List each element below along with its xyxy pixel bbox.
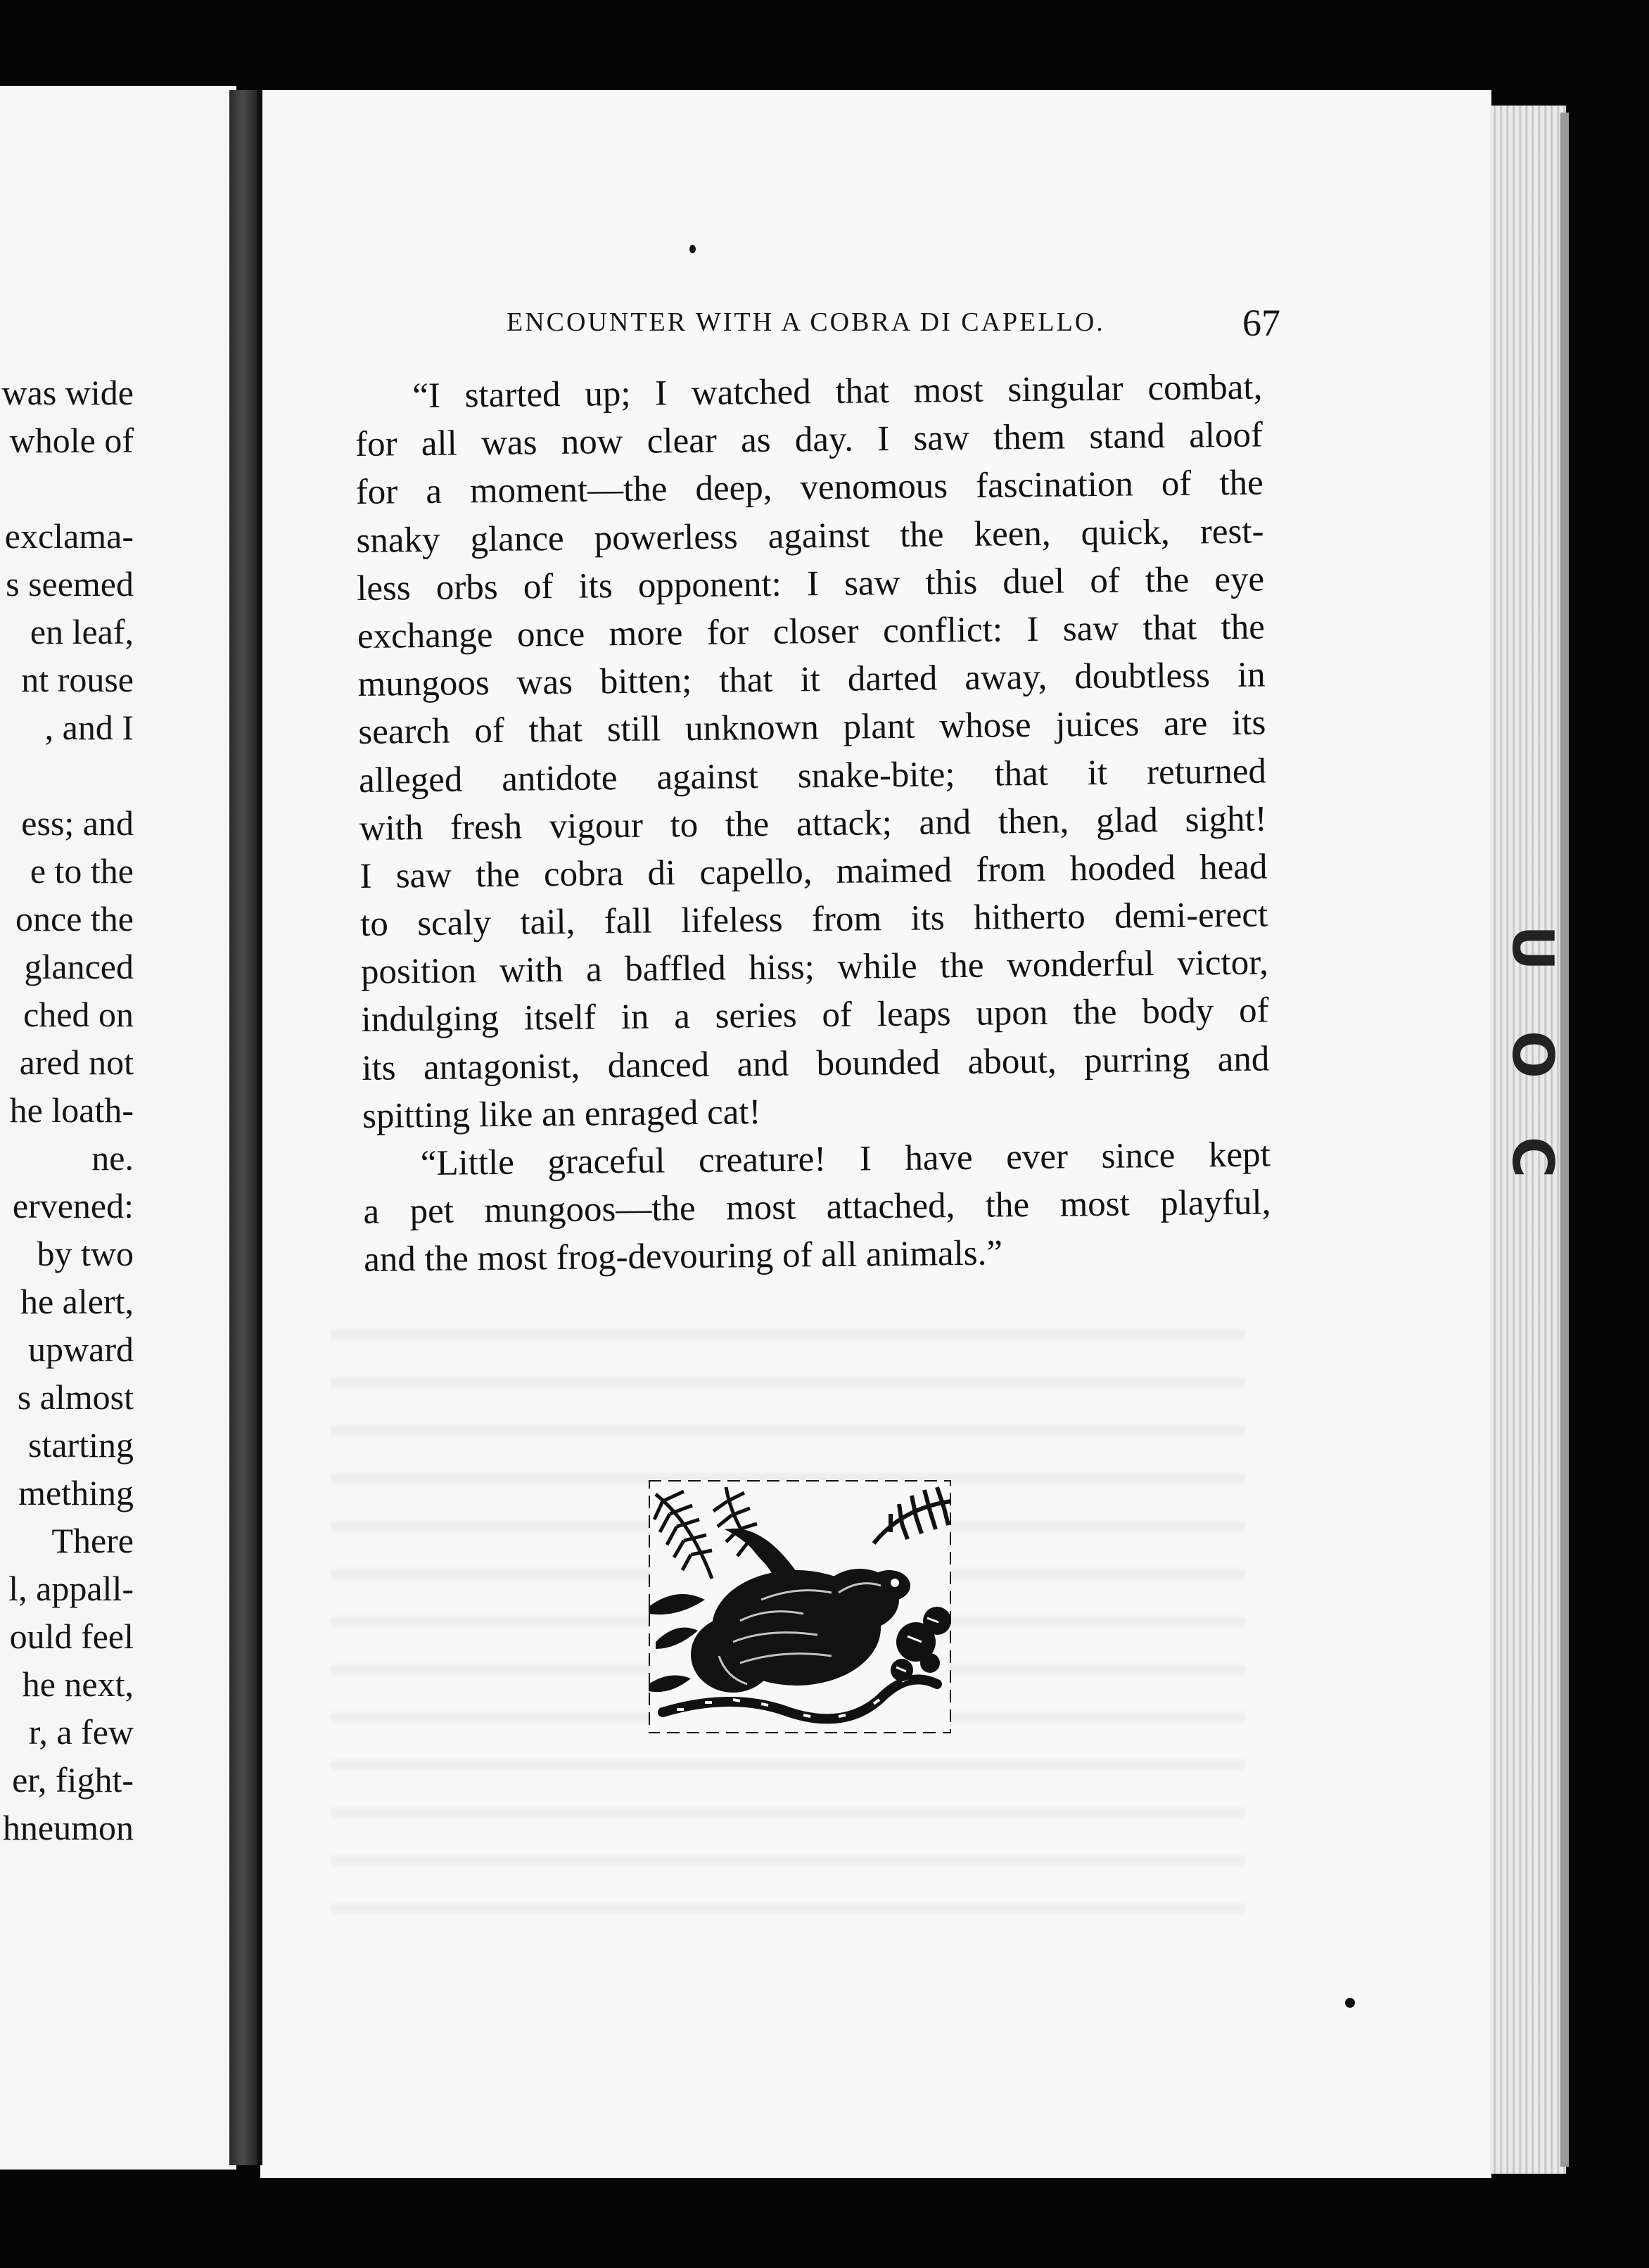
- text-line: spitting like an enraged cat!: [362, 1092, 761, 1136]
- left-line: hneumon: [2, 1808, 134, 1847]
- text-line: less orbs of its opponent: I saw this duel of the eye: [356, 559, 1265, 609]
- gutter-shadow: [257, 90, 262, 2165]
- text-line: snaky glance powerless against the keen, quick, rest-: [356, 511, 1264, 561]
- text-line: indulging itself in a series of leaps upon the body of: [361, 990, 1269, 1040]
- left-line: ess; and: [21, 803, 134, 843]
- fore-edge-letters: [1500, 893, 1565, 1210]
- text-line: for all was now clear as day. I saw them stand aloof: [355, 415, 1263, 465]
- left-line: he next,: [22, 1664, 134, 1704]
- left-line: glanced: [24, 947, 134, 986]
- text-line: exchange once more for closer conflict: I saw that the: [357, 607, 1266, 656]
- ink-speck: [1345, 1998, 1355, 2008]
- left-line: upward: [28, 1330, 134, 1369]
- left-line: , and I: [44, 708, 134, 747]
- left-line: There: [51, 1521, 134, 1560]
- left-line: exclama-: [4, 516, 134, 556]
- text-line: “Little graceful creature! I have ever since kept: [420, 1135, 1271, 1184]
- left-line: ervened:: [12, 1186, 134, 1225]
- text-line: mungoos was bitten; that it darted away, doubtless in: [357, 655, 1266, 705]
- page-number: 67: [1242, 302, 1280, 344]
- left-line: nt rouse: [21, 660, 134, 699]
- left-line: he loath-: [9, 1090, 134, 1130]
- left-line: once the: [15, 899, 134, 938]
- left-line: ould feel: [9, 1617, 134, 1656]
- left-line: en leaf,: [30, 612, 134, 651]
- text-line: its antagonist, danced and bounded about, purring and: [362, 1039, 1270, 1088]
- left-line: l, appall-: [8, 1569, 134, 1608]
- text-line: position with a baffled hiss; while the wonderful victor,: [360, 943, 1269, 993]
- text-line: search of that still unknown plant whose juices are its: [358, 703, 1266, 753]
- left-line: ne.: [91, 1138, 134, 1178]
- ink-speck: [689, 245, 696, 253]
- text-line: “I started up; I watched that most singular combat,: [412, 367, 1263, 416]
- left-page-text: [0, 369, 134, 1852]
- left-line: e to the: [30, 851, 134, 891]
- left-line: by two: [37, 1234, 134, 1273]
- text-line: a pet mungoos—the most attached, the most playful,: [363, 1183, 1271, 1232]
- left-line: whole of: [9, 421, 134, 460]
- left-line: [0, 751, 134, 799]
- left-line: [0, 464, 134, 512]
- body-text: [355, 363, 1271, 1284]
- fore-edge-letter: C: [1500, 1136, 1565, 1178]
- left-line: ched on: [23, 995, 134, 1034]
- text-line: I saw the cobra di capello, maimed from hooded head: [359, 847, 1268, 896]
- mongoose-woodcut-illustration: [649, 1480, 951, 1733]
- text-line: for a moment—the deep, venomous fascination of the: [355, 463, 1264, 513]
- text-line: and the most frog-devouring of all animals.”: [363, 1233, 1003, 1280]
- left-line: was wide: [1, 373, 134, 412]
- left-page: [0, 86, 236, 2170]
- text-line: with fresh vigour to the attack; and then, glad sight!: [359, 799, 1268, 848]
- left-line: er, fight-: [12, 1760, 134, 1799]
- text-line: to scaly tail, fall lifeless from its hitherto demi-erect: [359, 895, 1268, 945]
- left-line: ared not: [19, 1043, 134, 1082]
- left-line: starting: [28, 1425, 134, 1465]
- text-line: alleged antidote against snake-bite; that it returned: [358, 751, 1267, 801]
- running-head: ENCOUNTER WITH A COBRA DI CAPELLO.: [507, 307, 1105, 337]
- left-line: r, a few: [28, 1712, 134, 1752]
- left-line: s almost: [17, 1377, 134, 1417]
- fore-edge-letter: U: [1500, 925, 1565, 971]
- fore-edge-letter: O: [1500, 1031, 1565, 1079]
- page-header: [507, 302, 1280, 356]
- left-line: he alert,: [20, 1282, 134, 1321]
- left-line: mething: [18, 1473, 134, 1512]
- left-line: s seemed: [6, 564, 134, 604]
